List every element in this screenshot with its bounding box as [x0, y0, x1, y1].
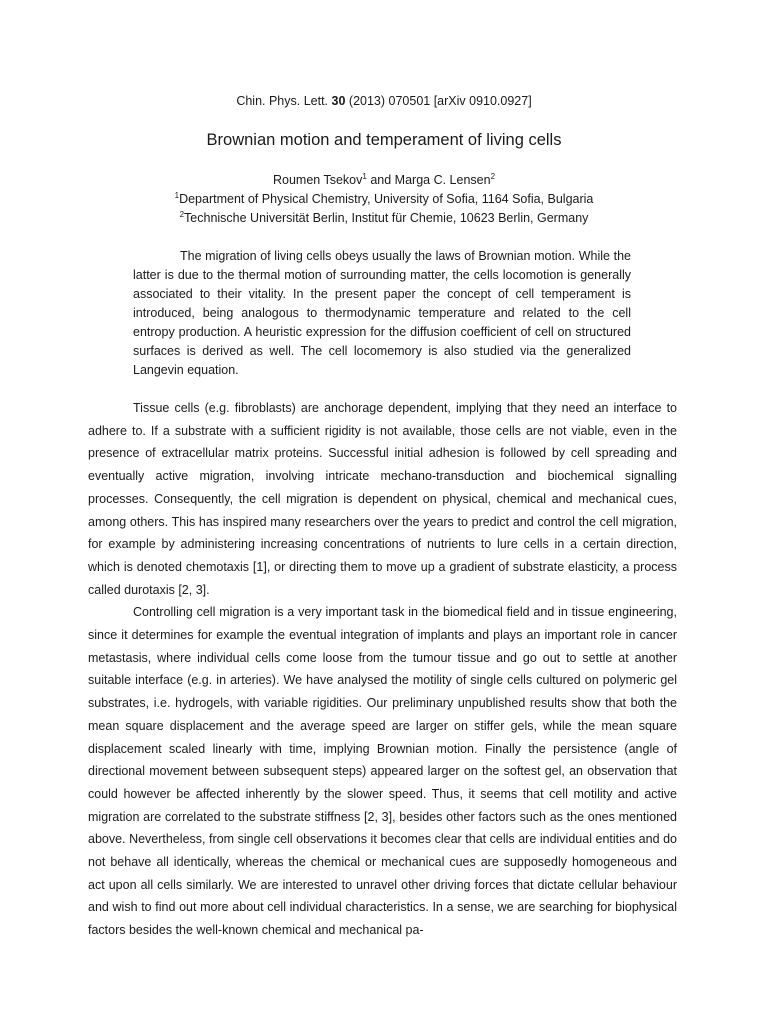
- author-block: [0, 171, 768, 228]
- author-conjunction: and: [370, 173, 392, 187]
- author-line: [0, 171, 768, 190]
- affiliation-text: Department of Physical Chemistry, University of Sofia, 1164 Sofia, Bulgaria: [179, 192, 594, 206]
- affiliation-text: Technische Universität Berlin, Institut für Chemie, 10623 Berlin, Germany: [184, 211, 589, 225]
- affiliation-mark: 2: [179, 210, 185, 219]
- journal-citation: (2013) 070501 [arXiv 0910.0927]: [348, 94, 532, 108]
- body-text: [88, 397, 677, 942]
- affiliation-mark: 1: [174, 191, 180, 200]
- author-affiliation-mark: 2: [490, 172, 496, 181]
- body-paragraph: Tissue cells (e.g. fibroblasts) are anchorage dependent, implying that they need an interface to adhere to. If a substrate with a sufficient rigidity is not available, those cells are not viable, even in the presence of extracellular matrix proteins. Successful initial adhesion is followed by cell spreading and eventually active migration, involving intricate mechano-transduction and biochemical signalling processes. Consequently, the cell migration is dependent on physical, chemical and mechanical cues, among others. This has inspired many researchers over the years to predict and control the cell migration, for example by administering increasing concentrations of nutrients to lure cells in a certain direction, which is denoted chemotaxis [1], or directing them to move up a gradient of substrate elasticity, a process called durotaxis [2, 3].: [88, 401, 677, 597]
- author-affiliation-mark: 1: [362, 172, 367, 181]
- journal-reference: [0, 94, 768, 108]
- affiliation: [0, 209, 768, 228]
- affiliation: [0, 190, 768, 209]
- journal-volume: 30: [331, 94, 346, 108]
- paper-title: Brownian motion and temperament of living cells: [206, 131, 562, 149]
- abstract: The migration of living cells obeys usually the laws of Brownian motion. While the latter is due to the thermal motion of surrounding matter, the cells locomotion is generally associated to their vitality. In the present paper the concept of cell temperament is introduced, being analogous to thermodynamic temperature and related to the cell entropy production. A heuristic expression for the diffusion coefficient of cell on structured surfaces is derived as well. The cell locomemory is also studied via the generalized Langevin equation.: [133, 249, 631, 377]
- author-name: Marga C. Lensen: [394, 173, 491, 187]
- journal-name: Chin. Phys. Lett.: [236, 94, 329, 108]
- author-name: Roumen Tsekov: [272, 173, 363, 187]
- body-paragraph: Controlling cell migration is a very important task in the biomedical field and in tissue engineering, since it determines for example the eventual integration of implants and plays an important role in cancer metastasis, where individual cells come loose from the tumour tissue and go out to settle at another suitable interface (e.g. in arteries). We have analysed the motility of single cells cultured on polymeric gel substrates, i.e. hydrogels, with variable rigidities. Our preliminary unpublished results show that both the mean square displacement and the average speed are larger on stiffer gels, while the mean square displacement scaled linearly with time, implying Brownian motion. Finally the persistence (angle of directional movement between subsequent steps) appeared larger on the softest gel, an observation that could however be affected inherently by the slower speed. Thus, it seems that cell motility and active migration are correlated to the substrate stiffness [2, 3], besides other factors such as the ones mentioned above. Nevertheless, from single cell observations it becomes clear that cells are individual entities and do not behave all identically, whereas the chemical or mechanical cues are supposedly homogeneous and act upon all cells similarly. We are interested to unravel other driving forces that dictate cellular behaviour and wish to find out more about cell individual characteristics. In a sense, we are searching for biophysical factors besides the well-known chemical and mechanical pa-: [88, 605, 677, 938]
